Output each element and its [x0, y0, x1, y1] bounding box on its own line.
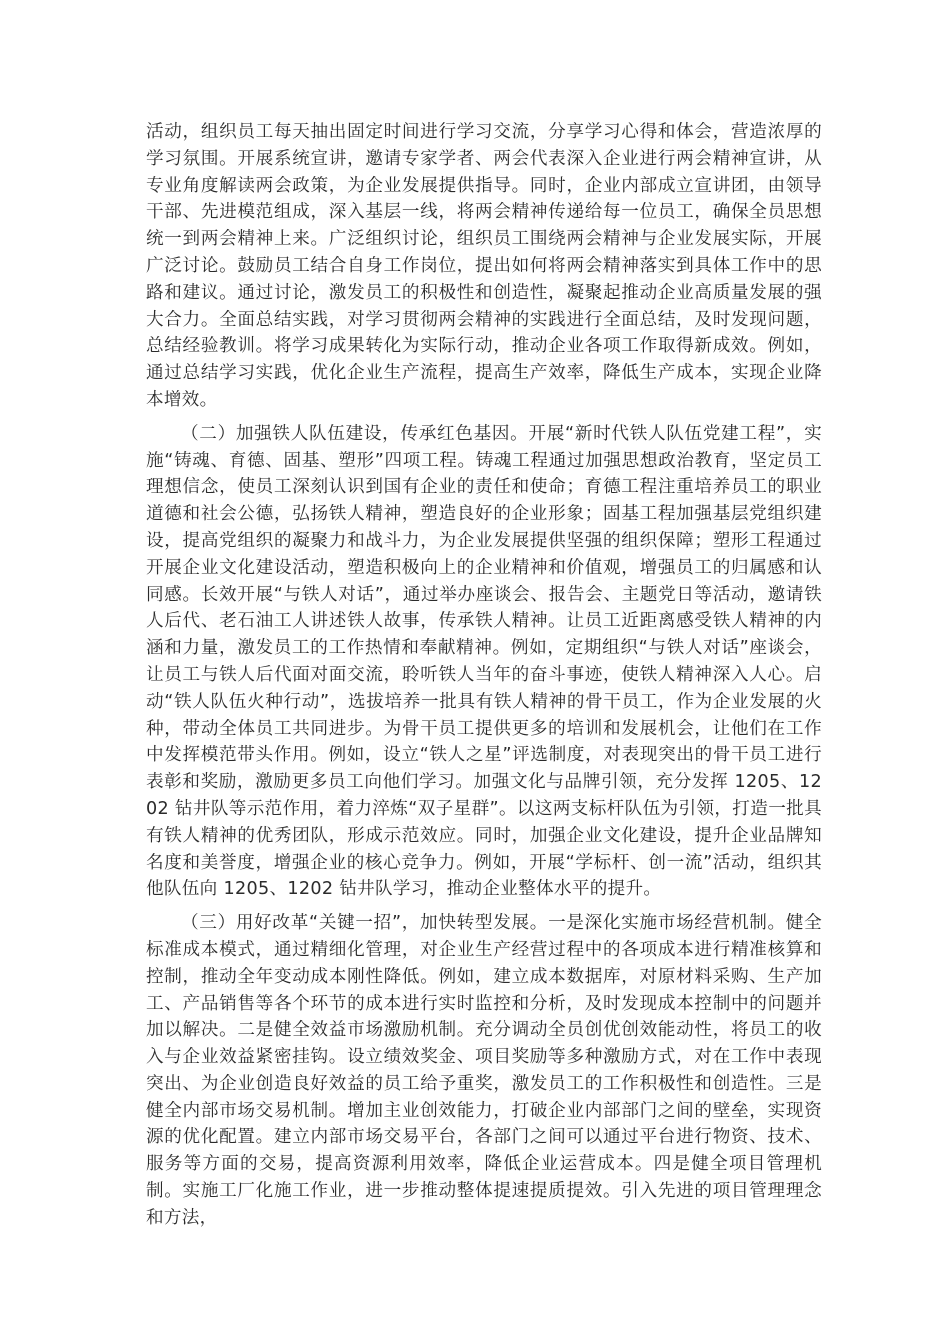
- paragraph-ironman-team-building: （二）加强铁人队伍建设，传承红色基因。开展“新时代铁人队伍党建工程”，实施“铸魂、育德、固基、塑形”四项工程。铸魂工程通过加强思想政治教育，坚定员工理想信念，使员工深刻认识到国有企业的责任和使命；育德工程注重培养员工的职业道德和社会公德，弘扬铁人精神，塑造良好的企业形象；固基工程加强基层党组织建设，提高党组织的凝聚力和战斗力，为企业发展提供坚强的组织保障；塑形工程通过开展企业文化建设活动，塑造积极向上的企业精神和价值观，增强员工的归属感和认同感。长效开展“与铁人对话”，通过举办座谈会、报告会、主题党日等活动，邀请铁人后代、老石油工人讲述铁人故事，传承铁人精神。让员工近距离感受铁人精神的内涵和力量，激发员工的工作热情和奉献精神。例如，定期组织“与铁人对话”座谈会，让员工与铁人后代面对面交流，聆听铁人当年的奋斗事迹，使铁人精神深入人心。启动“铁人队伍火种行动”，选拔培养一批具有铁人精神的骨干员工，作为企业发展的火种，带动全体员工共同进步。为骨干员工提供更多的培训和发展机会，让他们在工作中发挥模范带头作用。例如，设立“铁人之星”评选制度，对表现突出的骨干员工进行表彰和奖励，激励更多员工向他们学习。加强文化与品牌引领，充分发挥 1205、1202 钻井队等示范作用，着力淬炼“双子星群”。以这两支标杆队伍为引领，打造一批具有铁人精神的优秀团队，形成示范效应。同时，加强企业文化建设，提升企业品牌知名度和美誉度，增强企业的核心竞争力。例如，开展“学标杆、创一流”活动，组织其他队伍向 1205、1202 钻井队学习，推动企业整体水平的提升。: [146, 423, 822, 900]
- paragraph-study-activities: 活动，组织员工每天抽出固定时间进行学习交流，分享学习心得和体会，营造浓厚的学习氛围。开展系统宣讲，邀请专家学者、两会代表深入企业进行两会精神宣讲，从专业角度解读两会政策，为企业发展提供指导。同时，企业内部成立宣讲团，由领导干部、先进模范组成，深入基层一线，将两会精神传递给每一位员工，确保全员思想统一到两会精神上来。广泛组织讨论，组织员工围绕两会精神与企业发展实际，开展广泛讨论。鼓励员工结合自身工作岗位，提出如何将两会精神落实到具体工作中的思路和建议。通过讨论，激发员工的积极性和创造性，凝聚起推动企业高质量发展的强大合力。全面总结实践，对学习贯彻两会精神的实践进行全面总结，及时发现问题，总结经验教训。将学习成果转化为实际行动，推动企业各项工作取得新成效。例如，通过总结学习实践，优化企业生产流程，提高生产效率，降低生产成本，实现企业降本增效。: [146, 122, 822, 410]
- document-body: [146, 119, 822, 1239]
- paragraph-reform-transformation: （三）用好改革“关键一招”，加快转型发展。一是深化实施市场经营机制。健全标准成本模式，通过精细化管理，对企业生产经营过程中的各项成本进行精准核算和控制，推动全年变动成本刚性降低。例如，建立成本数据库，对原材料采购、生产加工、产品销售等各个环节的成本进行实时监控和分析，及时发现成本控制中的问题并加以解决。二是健全效益市场激励机制。充分调动全员创优创效能动性，将员工的收入与企业效益紧密挂钩。设立绩效奖金、项目奖励等多种激励方式，对在工作中表现突出、为企业创造良好效益的员工给予重奖，激发员工的工作积极性和创造性。三是健全内部市场交易机制。增加主业创效能力，打破企业内部部门之间的壁垒，实现资源的优化配置。建立内部市场交易平台，各部门之间可以通过平台进行物资、技术、服务等方面的交易，提高资源利用效率，降低企业运营成本。四是健全项目管理机制。实施工厂化施工作业，进一步推动整体提速提质提效。引入先进的项目管理理念和方法，: [146, 913, 822, 1228]
